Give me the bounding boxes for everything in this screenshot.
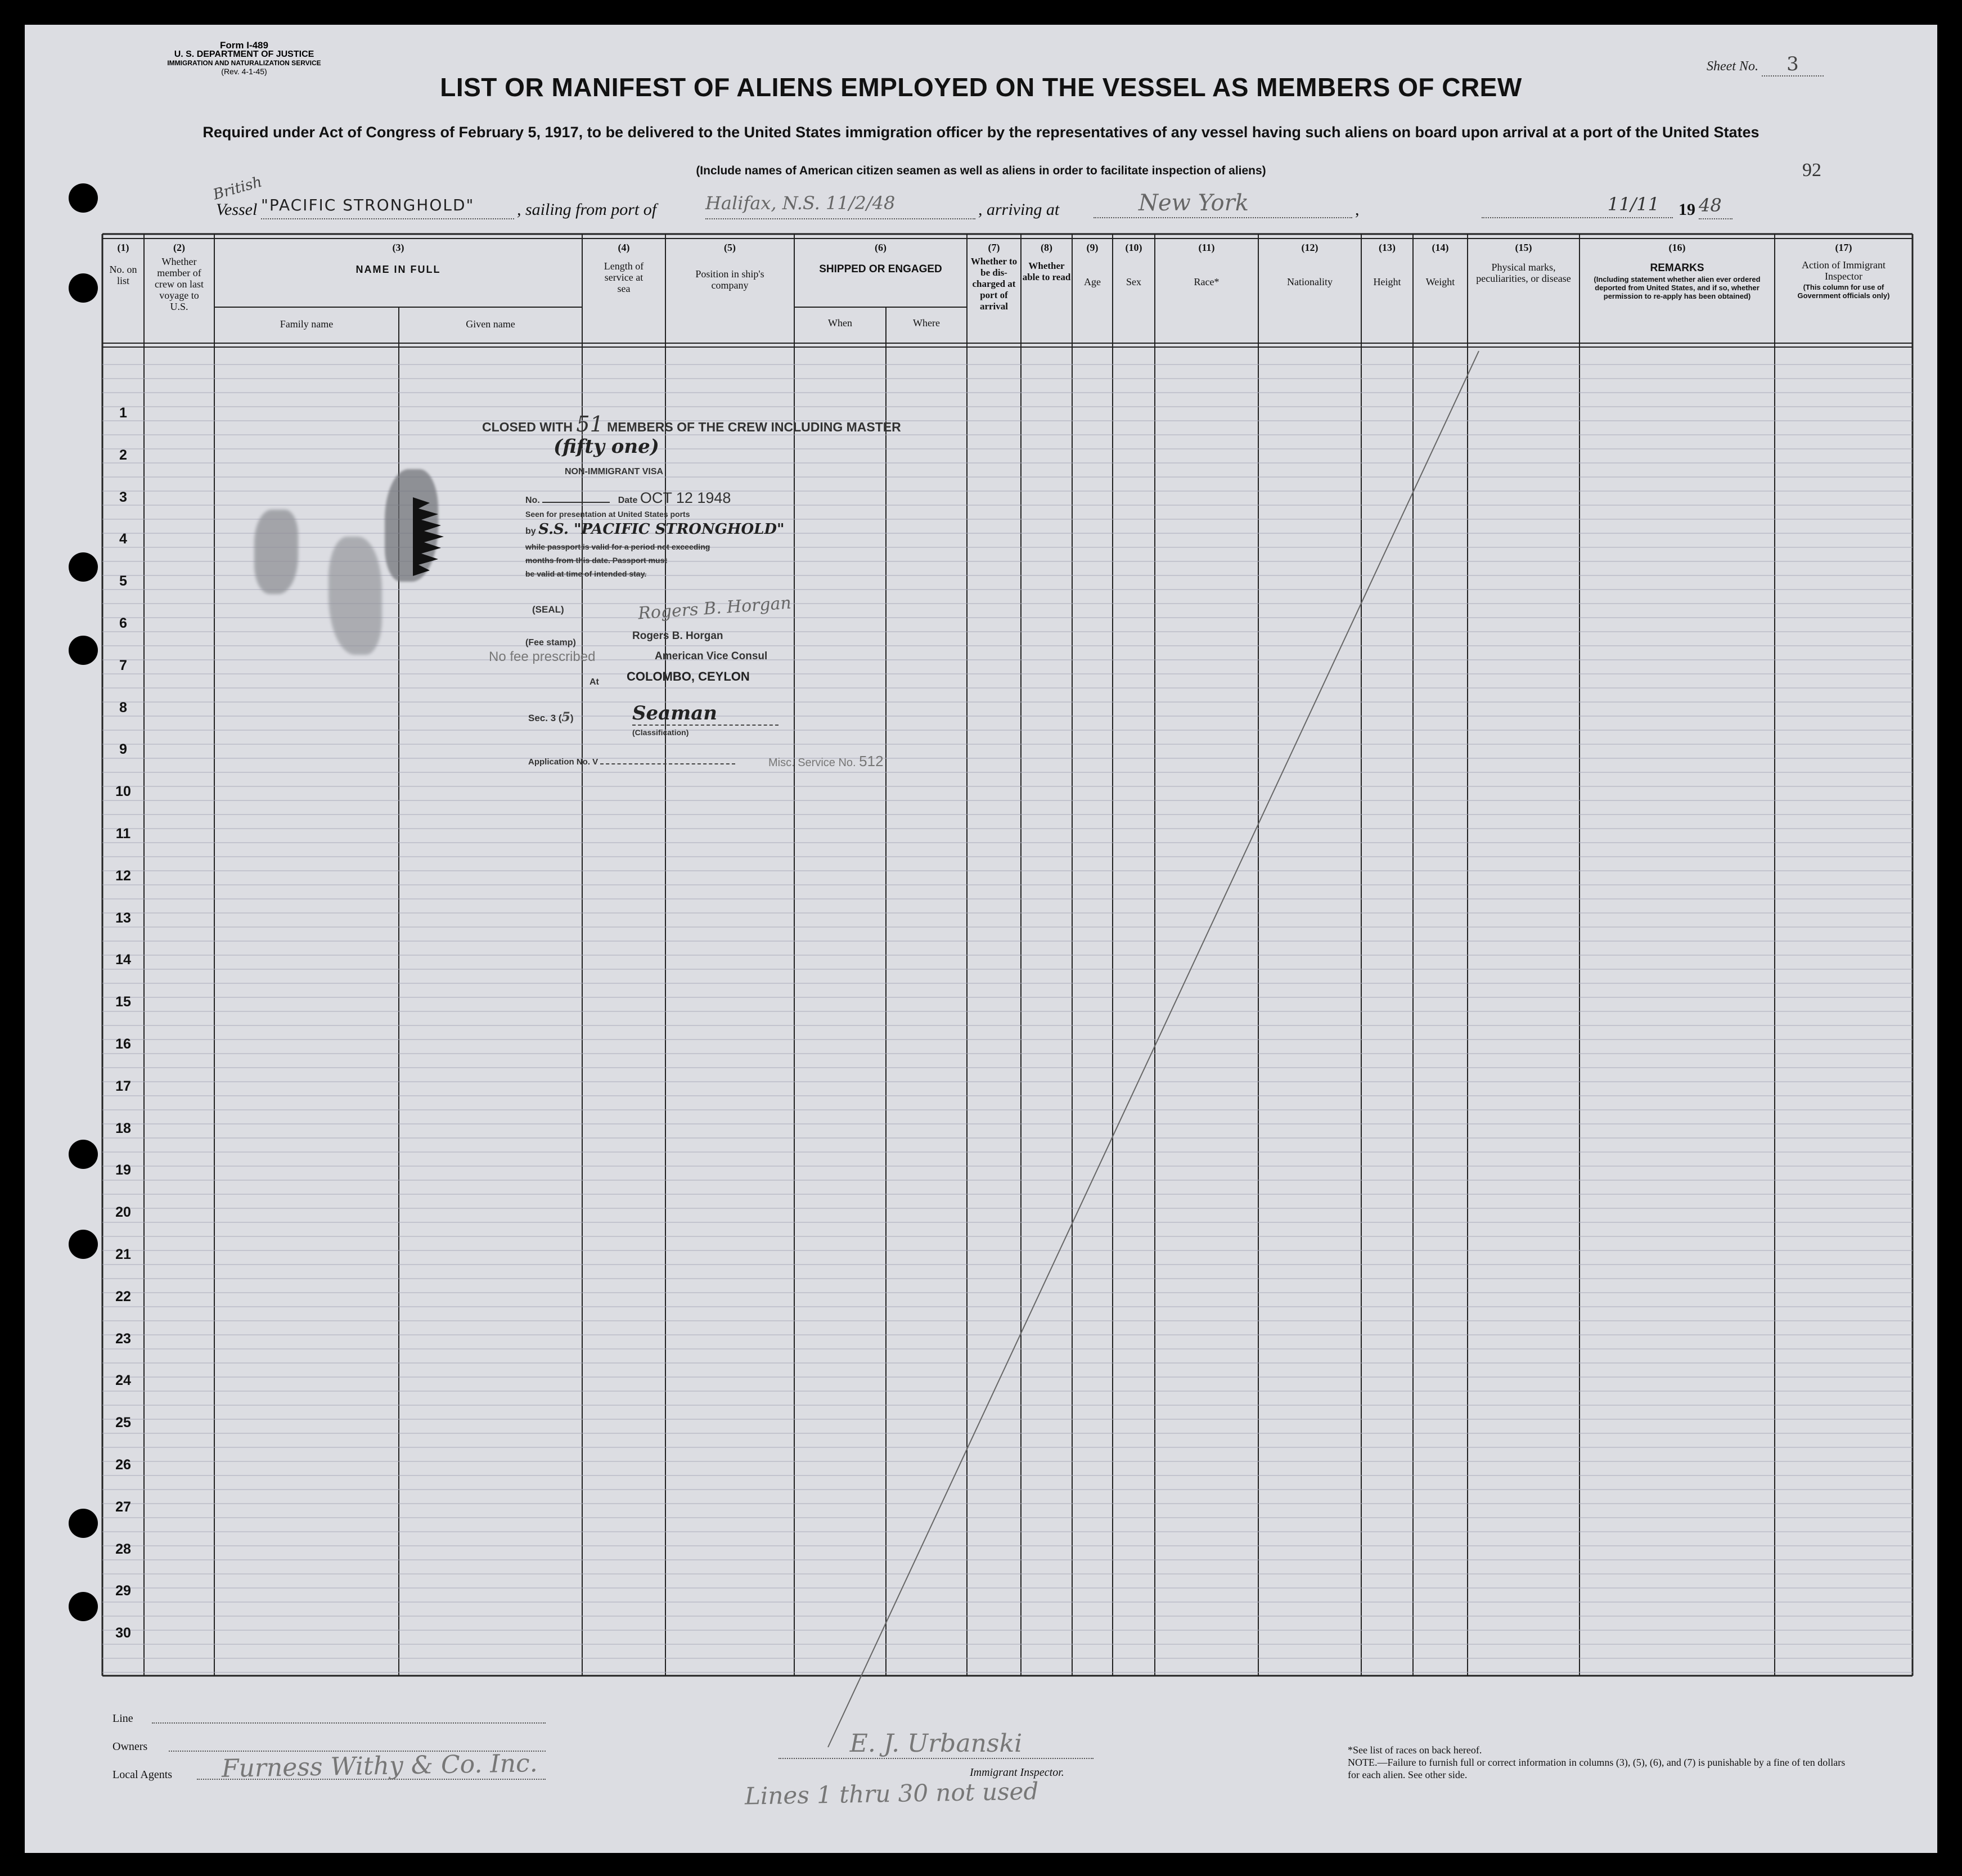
row-number: 15	[115, 994, 131, 1010]
where-header: Where	[913, 317, 940, 329]
col-7-num: (7)	[988, 242, 1000, 253]
col-17-header	[1775, 239, 1912, 300]
col-12-label: Nationality	[1287, 276, 1333, 287]
form-number: Form I-489	[220, 40, 268, 51]
col-16-label: REMARKS	[1650, 262, 1704, 274]
col-14-header	[1413, 239, 1468, 287]
visa-by-line	[525, 521, 785, 538]
visa-date-value: OCT 12 1948	[640, 489, 731, 506]
col-13-label: Height	[1373, 276, 1401, 287]
visa-vessel: S.S. "PACIFIC STRONGHOLD"	[538, 521, 785, 538]
col-5-header	[665, 239, 794, 291]
when-header: When	[828, 317, 852, 329]
footer-notes	[1348, 1744, 1854, 1781]
col-8-label: Whether able to read	[1022, 260, 1071, 282]
row-number: 29	[115, 1583, 131, 1599]
row-number: 22	[115, 1288, 131, 1304]
visa-valid-line: be valid at time of intended stay.	[525, 569, 647, 578]
row-number: 24	[115, 1373, 131, 1389]
col-6-header	[794, 239, 967, 275]
row-number: 5	[119, 573, 127, 590]
instruction: (Include names of American citizen seamen as well as aliens in order to facilitate inspection of aliens)	[696, 164, 1266, 177]
row-number: 10	[115, 784, 131, 800]
sailing-label: , sailing from port of	[517, 200, 657, 219]
row-number: 18	[115, 1120, 131, 1136]
col-4-header	[582, 239, 665, 294]
row-number: 2	[119, 447, 127, 463]
row-number: 20	[115, 1204, 131, 1221]
visa-seal: (SEAL)	[532, 604, 564, 615]
owners-label: Owners	[112, 1740, 148, 1753]
inspector-label: Immigrant Inspector.	[970, 1766, 1064, 1779]
inspector-signature: E. J. Urbanski	[778, 1729, 1094, 1759]
closed-words: (fifty one)	[554, 435, 659, 458]
row-number: 7	[119, 657, 127, 673]
page-number: 92	[1802, 160, 1821, 181]
local-agents-value: Furness Withy & Co. Inc.	[221, 1749, 538, 1783]
col-9-header	[1072, 239, 1113, 287]
row-number: 16	[115, 1036, 131, 1052]
col-15-label: Physical marks, peculiarities, or disease	[1476, 262, 1571, 284]
col-6-label: SHIPPED OR ENGAGED	[819, 263, 942, 275]
closed-prefix: CLOSED WITH	[482, 420, 573, 434]
col-5-label: Position in ship's company	[695, 268, 764, 291]
race-note: *See list of races on back hereof.	[1348, 1744, 1482, 1756]
row-number: 1	[119, 405, 127, 421]
consul-name: Rogers B. Horgan	[632, 630, 723, 642]
no-fee-note: No fee prescribed	[489, 649, 596, 664]
consul-signature: Rogers B. Horgan	[637, 593, 792, 624]
consul-location: COLOMBO, CEYLON	[627, 669, 750, 683]
row-number: 9	[119, 741, 127, 758]
line-label: Line	[112, 1712, 133, 1725]
year-suffix: 48	[1699, 195, 1732, 219]
diagonal-void-line	[828, 351, 1479, 1747]
stain	[254, 510, 298, 594]
department: U. S. DEPARTMENT OF JUSTICE	[174, 50, 314, 59]
col-17-num: (17)	[1835, 242, 1852, 253]
col-17-note: (This column for use of Government officials only)	[1797, 283, 1890, 300]
col-14-label: Weight	[1425, 276, 1455, 287]
vessel-name: "PACIFIC STRONGHOLD"	[261, 196, 514, 219]
sailing-port: Halifax, N.S. 11/2/48	[705, 192, 975, 219]
visa-date-label: Date	[618, 496, 638, 505]
row-number: 13	[115, 910, 131, 926]
misc-line	[768, 753, 884, 770]
visa-while-line: while passport is valid for a period not exceeding	[525, 542, 710, 551]
application-line	[528, 757, 735, 767]
agents-label: Local Agents	[112, 1769, 173, 1781]
year-prefix: 19	[1678, 200, 1695, 219]
section-label: Sec. 3 (	[528, 713, 562, 723]
col-1-label: No. on list	[109, 264, 137, 286]
col-16-header	[1580, 239, 1775, 300]
col-7-label: Whether to be dis-charged at port of arrival	[970, 256, 1018, 312]
application-label: Application No. V	[528, 757, 598, 767]
row-number: 21	[115, 1247, 131, 1262]
closed-line	[482, 412, 901, 437]
row-number: 17	[115, 1078, 131, 1094]
section-value: 5	[561, 710, 570, 725]
col-3-num: (3)	[392, 242, 404, 253]
col-2-label: Whether member of crew on last voyage to U.S.	[155, 256, 204, 312]
row-numbers	[102, 25, 144, 1853]
nationality-note: British	[211, 173, 264, 204]
row-number: 11	[115, 826, 131, 842]
given-name-header: Given name	[466, 318, 515, 330]
col-12-num: (12)	[1301, 242, 1318, 253]
closed-number: 51	[576, 412, 604, 437]
sheet-label: Sheet No.	[1707, 59, 1758, 74]
col-5-num: (5)	[724, 242, 736, 253]
row-number: 8	[119, 699, 127, 716]
visa-no-label: No.	[525, 496, 540, 505]
stain	[328, 537, 382, 655]
col-10-label: Sex	[1126, 276, 1141, 287]
col-3-header	[214, 239, 582, 275]
col-2-num: (2)	[173, 242, 185, 253]
comma: ,	[1355, 200, 1360, 219]
row-number: 27	[115, 1499, 131, 1515]
visa-title: NON-IMMIGRANT VISA	[565, 467, 664, 476]
row-number: 14	[115, 952, 131, 968]
col-13-header	[1361, 239, 1413, 287]
handwritten-note: Lines 1 thru 30 not used	[744, 1777, 1039, 1810]
col-15-num: (15)	[1515, 242, 1532, 253]
col-11-header	[1155, 239, 1258, 287]
col-17-label: Action of Immigrant Inspector	[1802, 259, 1886, 282]
col-13-num: (13)	[1379, 242, 1396, 253]
revision: (Rev. 4-1-45)	[221, 67, 267, 76]
col-10-num: (10)	[1125, 242, 1142, 253]
misc-value: 512	[859, 753, 884, 770]
row-number: 28	[115, 1541, 131, 1557]
col-16-note: (Including statement whether alien ever ordered deported from United States, and if so, whether permission to re-apply has been obtained)	[1594, 275, 1761, 300]
row-number: 25	[115, 1415, 131, 1431]
visa-seen-line: Seen for presentation at United States ports	[525, 510, 690, 519]
section-line: Sec. 3 (5)	[528, 710, 574, 725]
visa-by-label: by	[525, 527, 536, 536]
row-number: 12	[115, 867, 131, 884]
manifest-sheet	[25, 25, 1937, 1853]
row-number: 3	[119, 489, 127, 505]
closed-suffix: MEMBERS OF THE CREW INCLUDING MASTER	[607, 420, 901, 434]
col-12-header	[1258, 239, 1361, 287]
vessel-label: Vessel	[216, 200, 258, 219]
family-name-header: Family name	[280, 318, 334, 330]
col-9-label: Age	[1084, 276, 1101, 287]
subtitle: Required under Act of Congress of February 5, 1917, to be delivered to the United States immigration officer by the representatives of any vessel having such aliens on board upon arrival at a port of the United States	[202, 124, 1760, 141]
visa-bearer-line: months from this date. Passport must	[525, 556, 668, 565]
sheet-value: 3	[1762, 53, 1824, 77]
row-number: 26	[115, 1457, 131, 1473]
col-6-num: (6)	[875, 242, 886, 253]
fee-stamp-edge	[413, 497, 447, 576]
col-11-label: Race*	[1194, 276, 1220, 287]
row-number: 6	[119, 615, 127, 631]
row-number: 19	[115, 1162, 131, 1178]
col-3-label: NAME IN FULL	[356, 264, 441, 275]
row-number: 23	[115, 1330, 131, 1347]
classification-value: Seaman	[632, 702, 778, 726]
col-2-header	[144, 239, 214, 312]
col-8-num: (8)	[1041, 242, 1052, 253]
col-1-num: (1)	[117, 242, 129, 253]
service: IMMIGRATION AND NATURALIZATION SERVICE	[167, 59, 321, 67]
fee-stamp-label: (Fee stamp)	[525, 638, 576, 647]
page-title: LIST OR MANIFEST OF ALIENS EMPLOYED ON THE VESSEL AS MEMBERS OF CREW	[440, 73, 1522, 102]
visa-number-line	[525, 489, 795, 507]
col-9-num: (9)	[1086, 242, 1099, 253]
col-7-header	[967, 239, 1021, 312]
classification-label: (Classification)	[632, 728, 689, 737]
row-number: 4	[119, 531, 127, 547]
at-label: At	[590, 677, 599, 687]
col-8-header	[1021, 239, 1072, 283]
arrival-date: 11/11	[1482, 194, 1673, 218]
arriving-port: New York	[1094, 190, 1352, 218]
col-10-header	[1113, 239, 1155, 287]
col-16-num: (16)	[1668, 242, 1686, 253]
row-number: 30	[115, 1625, 131, 1641]
misc-label: Misc. Service No.	[768, 757, 856, 769]
consul-title: American Vice Consul	[655, 650, 768, 662]
note-text: —Failure to furnish full or correct information in columns (3), (5), (6), and (7) is punishable by a fine of ten dollars for each alien. See other side.	[1348, 1757, 1846, 1780]
col-4-label: Length of service at sea	[604, 260, 644, 294]
col-15-header	[1468, 239, 1580, 284]
note-label: NOTE.	[1348, 1757, 1378, 1768]
col-14-num: (14)	[1432, 242, 1449, 253]
col-4-num: (4)	[618, 242, 630, 253]
col-11-num: (11)	[1198, 242, 1215, 253]
arriving-label: , arriving at	[978, 200, 1060, 219]
